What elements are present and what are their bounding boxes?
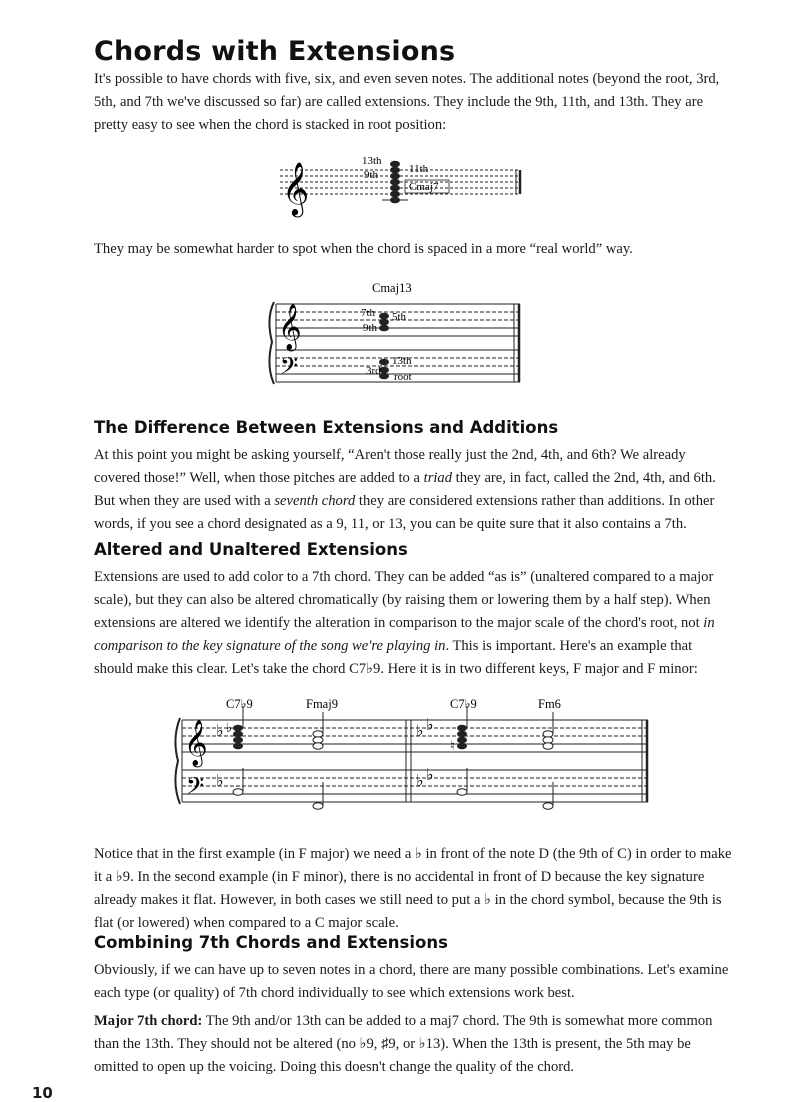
flat-key-signature-icon: ♭ (416, 771, 424, 790)
altered-paragraph: Extensions are used to add color to a 7th chord. They can be added “as is” (unaltered compared to a major scale), but they can also be altered chromatically (by raising them or lowering them by a half step). When extensions are altered we identify the alteration in comparison to the major scale of the chord's root, not in comparison to the key signature of the song we're playing in. This is important. Here's an example that should make this clear. Let's take the chord C7♭9. Here it is in two different keys, F major and F minor: (94, 569, 715, 677)
natural-accidental-icon: ♮ (450, 739, 455, 754)
cmaj13-figure (268, 278, 528, 390)
heading-combining: Combining 7th Chords and Extensions (94, 933, 448, 952)
treble-clef-icon: 𝄞 (278, 304, 302, 350)
flat-key-signature-icon: ♭ (426, 765, 434, 784)
chord-symbol-c7b9-2: C7♭9 (450, 697, 477, 711)
heading-difference: The Difference Between Extensions and Additions (94, 418, 559, 437)
bass-clef-icon: 𝄢 (186, 772, 205, 805)
label-13th: 13th (392, 355, 412, 367)
bass-clef-icon: 𝄢 (280, 352, 299, 385)
notice-paragraph: Notice that in the first example (in F major) we need a ♭ in front of the note D (the 9th of C) in order to make it a ♭9. In the second example (in F minor), there is no accidental in front of D because the key signature already makes it flat. However, in both cases we still need to put a ♭ in the chord symbol, because the 9th is flat (or lowered) when compared to a C major scale. (94, 846, 732, 931)
label-3rd: 3rd (366, 365, 381, 377)
chord-symbol-c7b9-1: C7♭9 (226, 697, 253, 711)
two-keys-figure (170, 694, 660, 812)
label-13th: 13th (362, 155, 382, 167)
stacked-chord-figure (280, 152, 530, 218)
spaced-paragraph: They may be somewhat harder to spot when the chord is spaced in a more “real world” way. (94, 241, 633, 257)
chord-symbol-cmaj13: Cmaj13 (372, 281, 412, 295)
label-11th: 11th (409, 163, 429, 175)
intro-paragraph: It's possible to have chords with five, six, and even seven notes. The additional notes (beyond the root, 3rd, 5th, and 7th we've discussed so far) are called extensions. They include the 9th, 11th, and 13th. They are pretty easy to see when the chord is stacked in root position: (94, 71, 720, 133)
flat-key-signature-icon: ♭ (216, 771, 224, 790)
combining-paragraph: Obviously, if we can have up to seven notes in a chord, there are many possible combinations. Let's examine each type (or quality) of 7th chord individually to see which extensions work best. (94, 962, 729, 1001)
page-number: 10 (32, 1084, 53, 1102)
flat-key-signature-icon: ♭ (426, 715, 434, 734)
treble-clef-icon: 𝄞 (184, 720, 208, 766)
flat-key-signature-icon: ♭ (416, 721, 424, 740)
page-title: Chords with Extensions (94, 36, 456, 67)
heading-altered: Altered and Unaltered Extensions (94, 540, 408, 559)
label-root: root (394, 371, 412, 383)
chord-symbol-fmaj9: Fmaj9 (306, 697, 338, 711)
label-7th: 7th (361, 307, 376, 319)
flat-accidental-icon: ♭ (226, 721, 233, 736)
label-cmaj7: Cmaj7 (409, 181, 439, 193)
label-9th: 9th (364, 169, 379, 181)
chord-symbol-fm6: Fm6 (538, 697, 561, 711)
treble-clef-icon: 𝄞 (282, 161, 310, 215)
label-9th: 9th (363, 322, 378, 334)
major7-paragraph: Major 7th chord: The 9th and/or 13th can be added to a maj7 chord. The 9th is somewhat more common than the 13th. They should not be altered (no ♭9, ♯9, or ♭13). When the 13th is present, the 5th may be omitted to open up the voicing. Doing this doesn't change the quality of the chord. (94, 1013, 713, 1075)
difference-paragraph: At this point you might be asking yourself, “Aren't those really just the 2nd, 4th, and 6th? We already covered those!” Well, when those pitches are added to a triad they are, in fact, called the 2nd, 4th, and 6th. But when they are used with a seventh chord they are considered extensions rather than additions. In other words, if you see a chord designated as a 9, 11, or 13, you can be quite sure that it also contains a 7th. (94, 447, 716, 532)
flat-key-signature-icon: ♭ (216, 721, 224, 740)
label-5th: 5th (392, 311, 407, 323)
